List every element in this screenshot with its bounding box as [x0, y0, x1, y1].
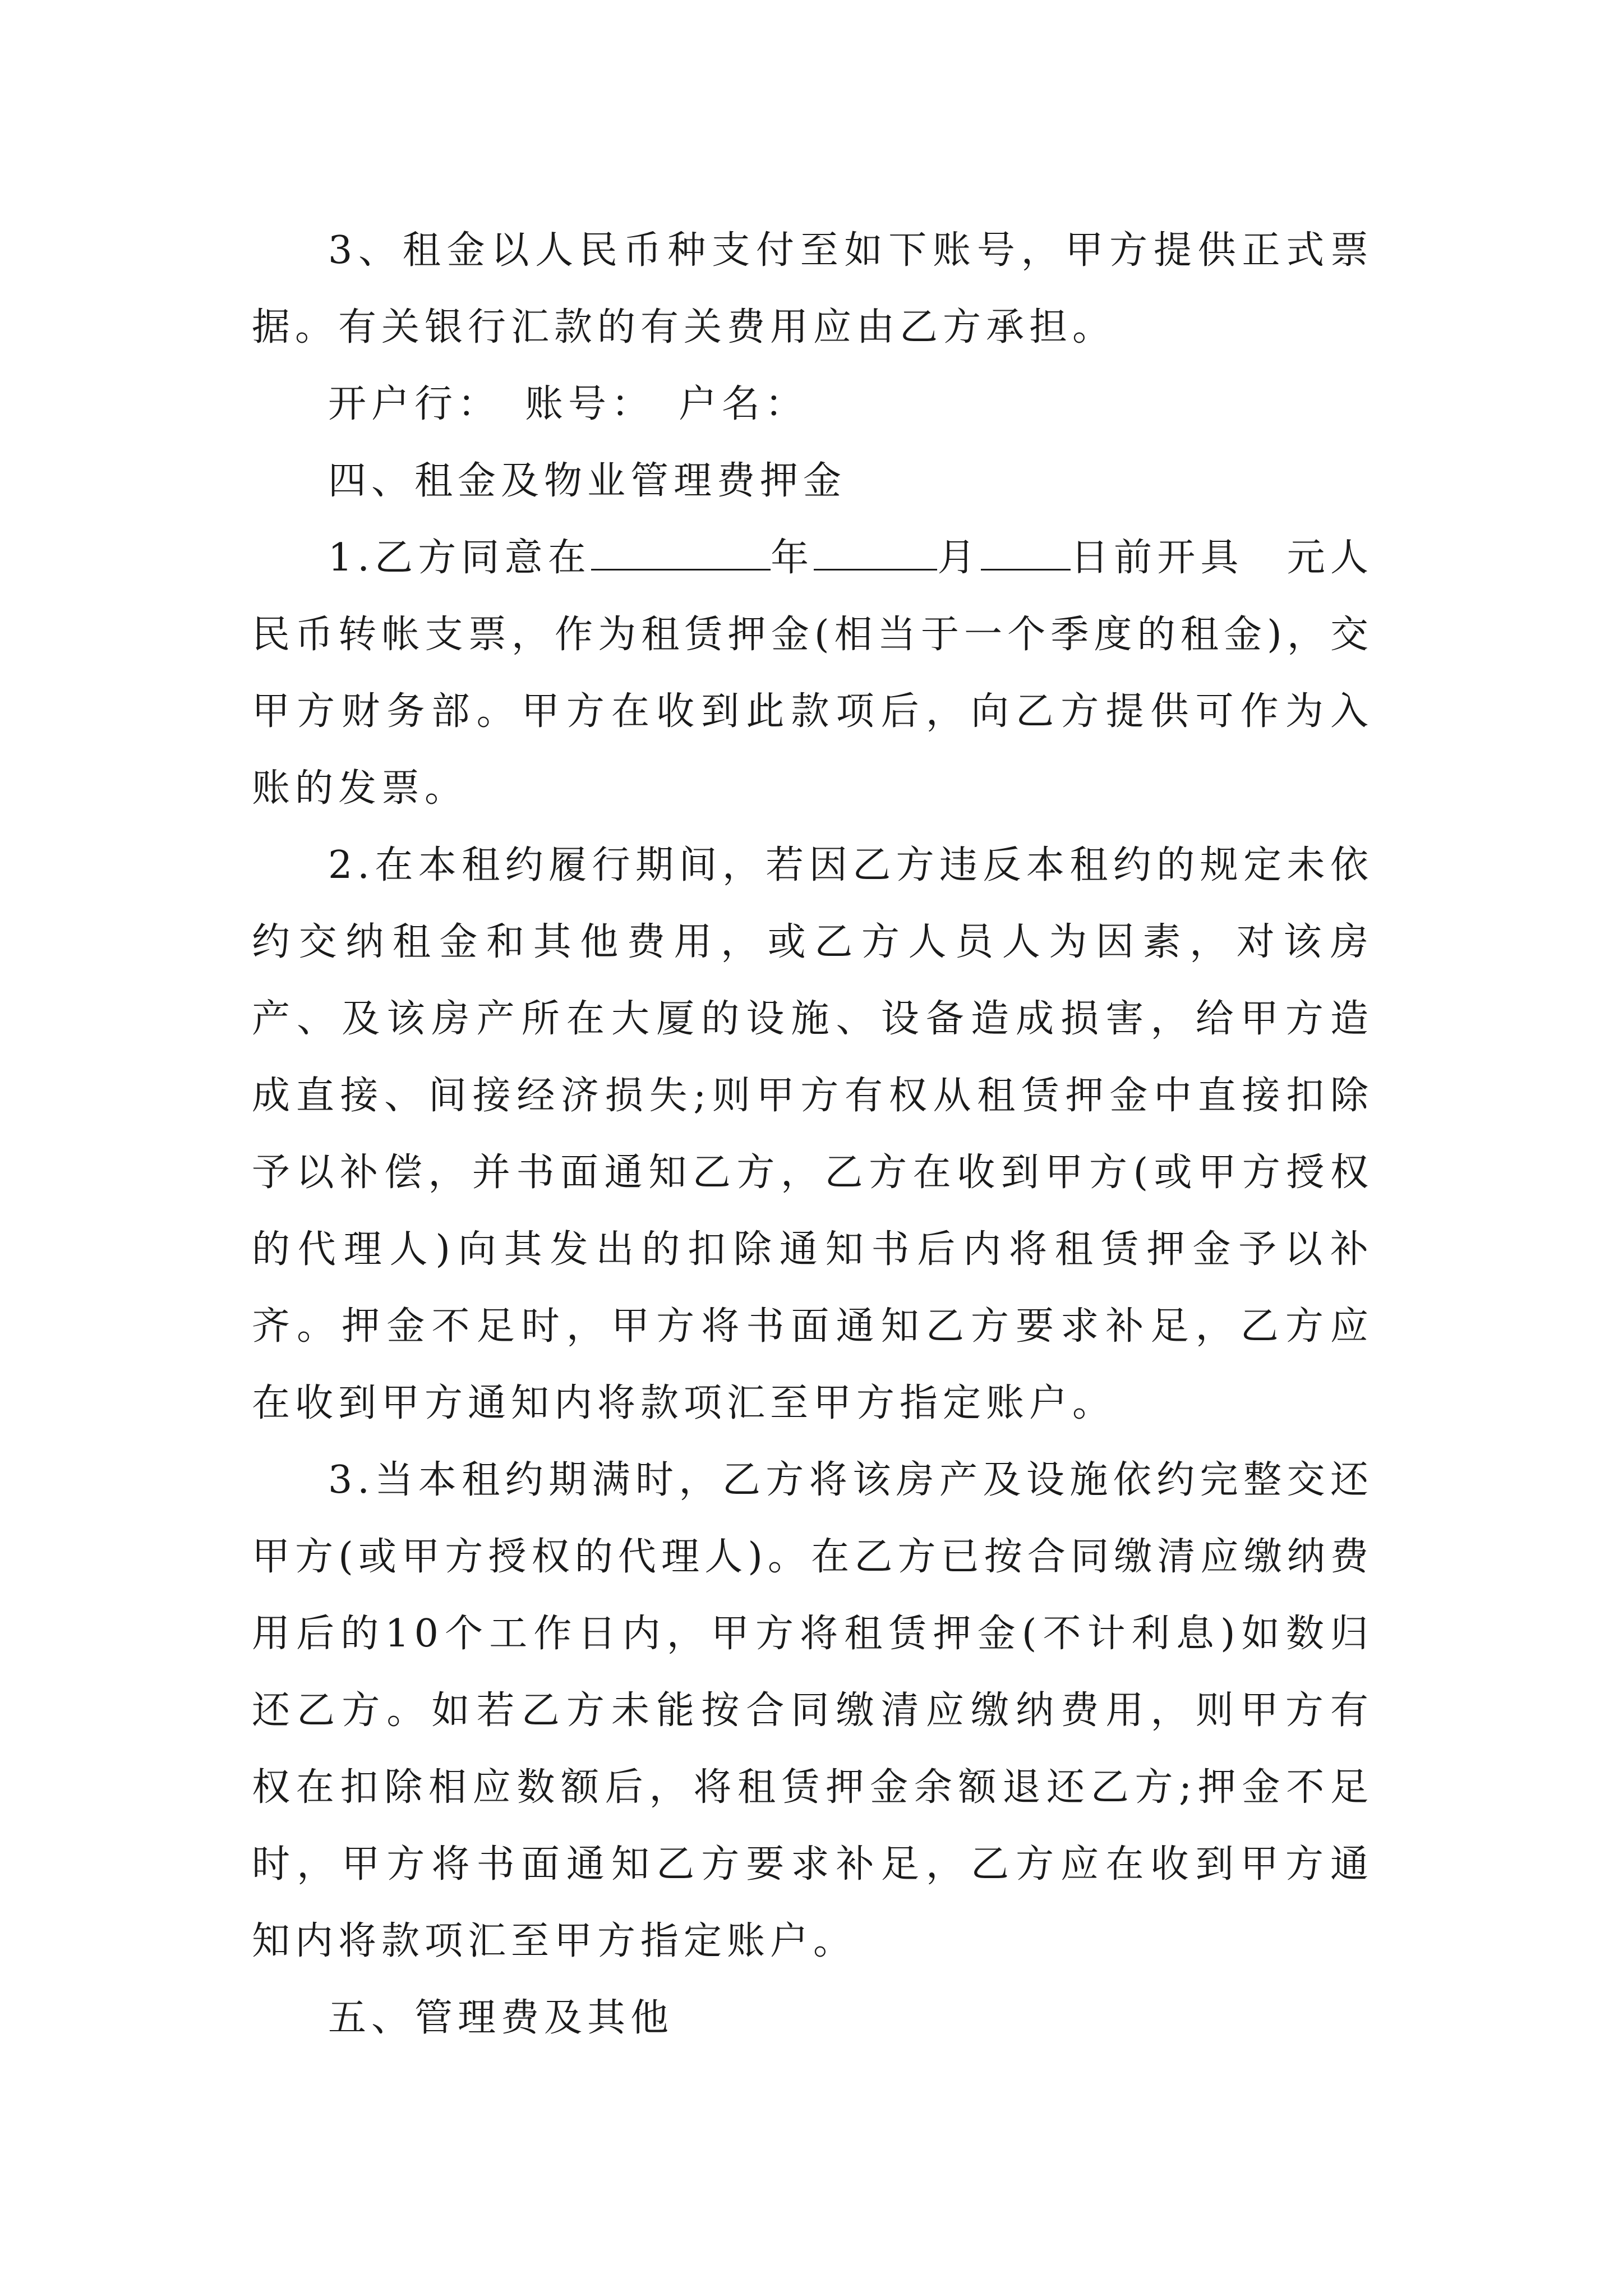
year-label: 年	[770, 536, 814, 580]
paragraph-deposit-1	[252, 519, 1373, 827]
month-label: 月	[937, 536, 981, 580]
year-blank	[591, 537, 771, 570]
document-body	[252, 212, 1373, 2056]
paragraph-payment-account: 3、租金以人民币种支付至如下账号，甲方提供正式票据。有关银行汇款的有关费用应由乙方承担。	[252, 228, 1373, 349]
paragraph-bank-info: 开户行： 账号： 户名：	[328, 382, 809, 426]
paragraph-deposit-3: 3.当本租约期满时，乙方将该房产及设施依约完整交还甲方(或甲方授权的代理人)。在乙方已按合同缴清应缴纳费用后的10个工作日内，甲方将租赁押金(不计利息)如数归还乙方。如若乙方未能按合同缴清应缴纳费用，则甲方有权在扣除相应数额后，将租赁押金余额退还乙方;押金不足时，甲方将书面通知乙方要求补足，乙方应在收到甲方通知内将款项汇至甲方指定账户。	[252, 1458, 1373, 1963]
paragraph-deposit-2: 2.在本租约履行期间，若因乙方违反本租约的规定未依约交纳租金和其他费用，或乙方人员人为因素，对该房产、及该房产所在大厦的设施、设备造成损害，给甲方造成直接、间接经济损失;则甲方有权从租赁押金中直接扣除予以补偿，并书面通知乙方，乙方在收到甲方(或甲方授权的代理人)向其发出的扣除通知书后内将租赁押金予以补齐。押金不足时，甲方将书面通知乙方要求补足，乙方应在收到甲方通知内将款项汇至甲方指定账户。	[252, 843, 1373, 1425]
month-blank	[814, 537, 937, 570]
deposit-1-rest: 日前开具 元人民币转帐支票，作为租赁押金(相当于一个季度的租金)，交甲方财务部。甲方在收到此款项后，向乙方提供可作为入账的发票。	[252, 536, 1373, 811]
day-blank	[981, 537, 1071, 570]
deposit-1-lead: 1.乙方同意在	[328, 536, 591, 580]
section-heading-deposit: 四、租金及物业管理费押金	[328, 459, 847, 503]
section-heading-management: 五、管理费及其他	[328, 1996, 674, 2040]
